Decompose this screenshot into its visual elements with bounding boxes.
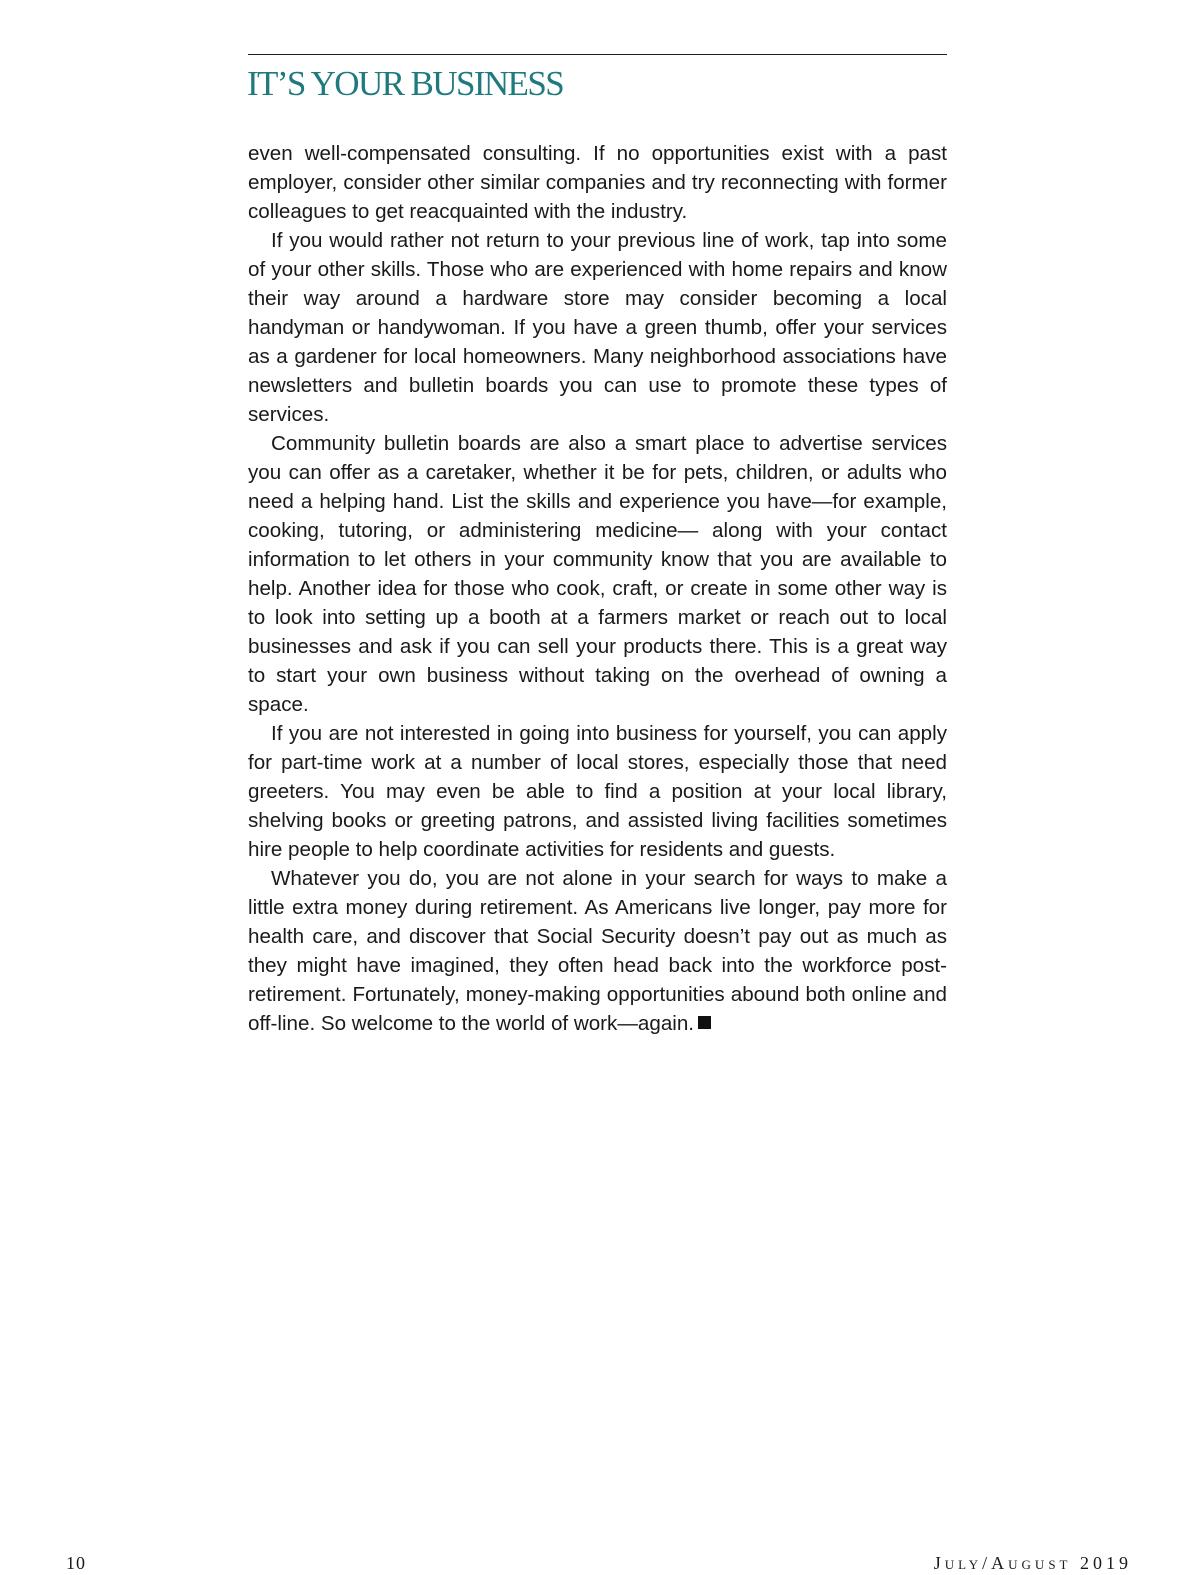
section-title: IT’S YOUR BUSINESS xyxy=(247,64,564,103)
header-rule xyxy=(248,54,947,55)
paragraph-5-text: Whatever you do, you are not alone in your search for ways to make a little extra money during retirement. As Americans live longer, pay more for health care, and discover that Social Security doesn’t pay out as much as they might have imagined, they often head back into the workforce post-retirement. Fortunately, money-making opportunities abound both online and off-line. So welcome to the world of work—again. xyxy=(248,867,947,1035)
page-number: 10 xyxy=(66,1553,86,1573)
paragraph-4: If you are not interested in going into business for yourself, you can apply for part-time work at a number of local stores, especially those that need greeters. You may even be able to find a position at your local library, shelving books or greeting patrons, and assisted living facilities sometimes hire people to help coordinate activities for residents and guests. xyxy=(248,722,947,861)
paragraph-1: even well-compensated consulting. If no opportunities exist with a past employer, consider other similar companies and try reconnecting with former colleagues to get reacquainted with the industry. xyxy=(248,142,947,223)
paragraph-3: Community bulletin boards are also a smart place to advertise services you can offer as a caretaker, whether it be for pets, children, or adults who need a helping hand. List the skills and experience you have—for example, cooking, tutoring, or administering medicine— along with your contact information to let others in your community know that you are available to help. Another idea for those who cook, craft, or create in some other way is to look into setting up a booth at a farmers market or reach out to local businesses and ask if you can sell your products there. This is a great way to start your own business without taking on the overhead of owning a space. xyxy=(248,432,947,716)
paragraph-5 xyxy=(248,864,947,1038)
issue-date: July/August 2019 xyxy=(933,1553,1132,1573)
article-body xyxy=(248,139,947,1038)
paragraph-2: If you would rather not return to your previous line of work, tap into some of your other skills. Those who are experienced with home repairs and know their way around a hardware store may consider becoming a local handyman or handywoman. If you have a green thumb, offer your services as a gardener for local homeowners. Many neighborhood associations have newsletters and bulletin boards you can use to promote these types of services. xyxy=(248,229,947,426)
end-of-article-mark xyxy=(698,1016,711,1029)
